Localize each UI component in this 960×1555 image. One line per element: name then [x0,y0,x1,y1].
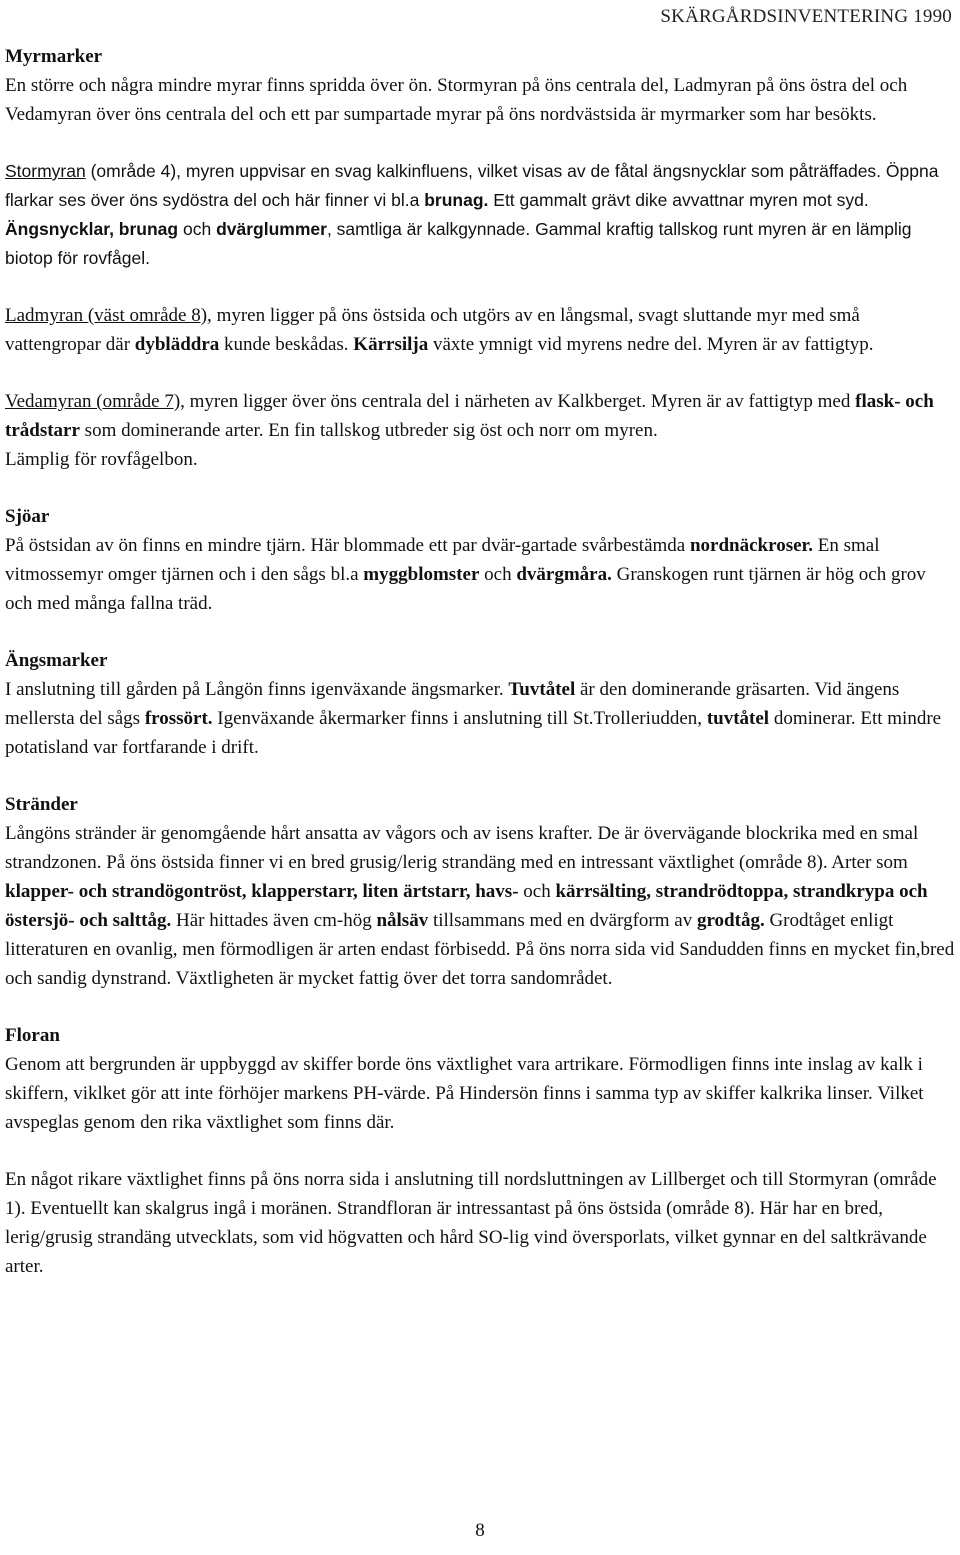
species-name: Kärrsilja [353,334,429,355]
paragraph-vedamyran [5,387,957,474]
text-run: tillsammans med en dvärgform av [428,910,697,931]
species-name: tuvtåtel [706,708,770,729]
species-name: brunag. [424,190,489,210]
text-run: Grodtåget enligt litteraturen en ovanlig, men förmodligen är arten endast förbisedd. På öns norra sida vid Sandudden finns en mycket fin,bred och sandig dynstrand. Växtligheten är mycket fattig över det torra sandområdet. [5,910,955,989]
species-name: kärrsälting, strandrödtoppa, strandkrypa och östersjö- och salttåg. [5,881,928,931]
paragraph-floran-1: Genom att bergrunden är uppbyggd av skiffer borde öns växtlighet vara artrikare. Förmodligen finns inte inslag av kalk i skiffern, viklket gör att inte förhöjer markens PH-värde. På Hindersön finns i samma typ av skiffer kalkrika linser. Vilket avspeglas genom den rika växtlighet som finns där. [5,1054,924,1133]
text-run: är den dominerande gräsarten. Vid ängens mellersta del sågs [5,679,900,729]
running-header: SKÄRGÅRDSINVENTERING 1990 [660,6,952,27]
paragraph-sjoar [5,531,957,618]
page-content [5,42,957,1281]
species-name: dvärgmåra. [516,564,612,585]
text-run: Lämplig för rovfågelbon. [5,449,198,470]
species-name: myggblomster [363,564,480,585]
text-run: och [479,564,517,585]
text-run: myren ligger på öns östsida och utgörs av en långsmal, svagt sluttande myr med små vattengropar där [5,305,860,355]
species-name: klapper- och strandögontröst, klapperstarr, liten ärtstarr, havs- [5,881,519,902]
term-stormyran: Stormyran [5,161,86,181]
text-run: I anslutning till gården på Långön finns igenväxande ängsmarker. [5,679,509,700]
text-run: Långöns stränder är genomgående hårt ansatta av vågors och av isens krafter. De är övervägande blockrika med en smal strandzonen. På öns östsida finner vi en bred grusig/lerig strandäng med en intressant växtlighet (område 8). Arter som [5,823,919,873]
text-run: Granskogen runt tjärnen är hög och grov och med många fallna träd. [5,564,926,614]
text-run: Igenväxande åkermarker finns i anslutning till St.Trolleriudden, [212,708,707,729]
paragraph-angsmarker [5,675,957,762]
text-run: (område 4), myren uppvisar en svag kalkinfluens, vilket visas av de fåtal ängsnycklar som påträffades. Öppna flarkar ses över öns sydöstra del och här finner vi bl.a [5,161,939,210]
species-name: flask- och trådstarr [5,391,934,441]
paragraph-strander [5,819,957,993]
paragraph-stormyran [5,157,957,273]
term-vedamyran: Vedamyran (område 7), [5,391,185,412]
paragraph-floran-2: En något rikare växtlighet finns på öns norra sida i anslutning till nordsluttningen av Lillberget och till Stormyran (område 1). Eventuellt kan skalgrus ingå i moränen. Strandfloran är intressantast på öns östsida (område 8). Här har en bred, lerig/grusig strandäng utvecklats, som vid högvatten och hård SO-lig vind översporlats, vilket gynnar en del saltkrävande arter. [5,1169,937,1277]
species-name: dvärglummer [216,219,327,239]
text-run: myren ligger över öns centrala del i närheten av Kalkberget. Myren är av fattigtyp med [184,391,856,412]
section-heading-sjoar: Sjöar [5,506,50,527]
text-run: kunde beskådas. [219,334,354,355]
text-run: dominerar. Ett mindre potatisland var fortfarande i drift. [5,708,942,758]
term-ladmyran: Ladmyran (väst område 8), [5,305,212,326]
section-heading-angsmarker: Ängsmarker [5,650,108,671]
text-run: och [178,219,217,239]
species-name: nålsäv [376,910,429,931]
species-name: Ängsnycklar, brunag [5,219,179,239]
text-run: som dominerande arter. En fin tallskog utbreder sig öst och norr om myren. [79,420,658,441]
section-heading-floran: Floran [5,1025,60,1046]
text-run: Här hittades även cm-hög [171,910,377,931]
paragraph-ladmyran [5,301,957,359]
species-name: frossört. [144,708,213,729]
section-heading-myrmarker: Myrmarker [5,46,103,67]
text-run: På östsidan av ön finns en mindre tjärn. Här blommade ett par dvär-gartade svårbestämda [5,535,690,556]
text-run: och [518,881,556,902]
species-name: nordnäckroser. [689,535,813,556]
section-heading-strander: Stränder [5,794,78,815]
species-name: dybläddra [134,334,220,355]
paragraph-myrmarker-intro: En större och några mindre myrar finns spridda över ön. Stormyran på öns centrala del, Ladmyran på öns östra del och Vedamyran över öns centrala del och ett par sumpartade myrar på öns nordvästsida är myrmarker som har besökts. [5,75,908,125]
text-run: Ett gammalt grävt dike avvattnar myren mot syd. [488,190,869,210]
text-run: växte ymnigt vid myrens nedre del. Myren är av fattigtyp. [428,334,874,355]
text-run: En smal vitmossemyr omger tjärnen och i den sågs bl.a [5,535,880,585]
page-number: 8 [475,1520,485,1541]
text-run: , samtliga är kalkgynnade. Gammal kraftig tallskog runt myren är en lämplig biotop för rovfågel. [5,219,912,268]
species-name: Tuvtåtel [508,679,576,700]
species-name: grodtåg. [696,910,765,931]
